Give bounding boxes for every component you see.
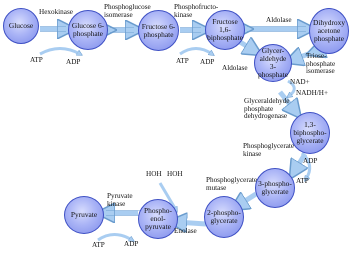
node-glucose-6-phosphate: Glucose 6- phosphate: [68, 10, 108, 50]
label-adp-4: ADP: [124, 240, 139, 248]
label-phosphoglycerate-kinase: Phosphoglycerate kinase: [243, 142, 295, 158]
node-dihydroxyacetone-phosphate: Dihydroxy acetone phosphate: [309, 8, 349, 54]
label-hexokinase: Hexokinase: [39, 8, 73, 16]
label-hoh-1: HOH: [146, 170, 162, 178]
label-glyceraldehyde-phosphate-dehydrogenase: Glyceraldehyde phosphate dehydrogenase: [244, 97, 290, 121]
label-phosphofructokinase: Phosphofructo- kinase: [174, 3, 219, 19]
node-phosphoenolpyruvate: Phospho- enol- pyruvate: [138, 199, 178, 239]
label-aldolase-mid: Aldolase: [222, 64, 248, 72]
label-adp-3: ADP: [303, 157, 318, 165]
label-triose-phosphate-isomerase: Triose- phosphate isomerase: [306, 52, 336, 76]
label-enolase: Enolase: [174, 227, 197, 235]
node-1-3-biphosphoglycerate: 1,3- biphospho- glycerate: [290, 112, 330, 154]
node-fructose-6-phosphate: Fructose 6- phosphate: [138, 10, 179, 51]
arrow-atp-adp-2: [180, 49, 212, 55]
label-hoh-2: HOH: [167, 170, 183, 178]
label-atp-1: ATP: [30, 56, 43, 64]
node-fructose-1-6-biphosphate: Fructose 1,6- biphosphate: [205, 10, 245, 50]
node-glucose: Glucose: [3, 8, 39, 44]
label-phosphoglycerate-mutase: Phosphoglycerate mutase: [206, 176, 258, 192]
label-nadh: NADH/H+: [296, 89, 329, 97]
label-aldolase-top: Aldolase: [266, 16, 292, 24]
arrow-2pg-to-pep: [176, 222, 206, 224]
label-phosphoglucose-isomerase: Phosphoglucose isomerase: [104, 3, 151, 19]
label-atp-2: ATP: [176, 57, 189, 65]
label-atp-3: ATP: [296, 177, 309, 185]
node-glyceraldehyde-3-phosphate: Glycer- aldehyde 3- phosphate: [254, 44, 292, 82]
label-adp-2: ADP: [200, 58, 215, 66]
node-3-phosphoglycerate: 3-phospho- glycerate: [255, 168, 295, 208]
arrow-atp-adp-1: [40, 49, 80, 55]
node-pyruvate: Pyruvate: [64, 196, 104, 234]
label-atp-4: ATP: [92, 241, 105, 249]
node-2-phosphoglycerate: 2-phospho- glycerate: [204, 196, 244, 238]
arrow-f16bp-to-g3p: [240, 42, 255, 51]
label-pyruvate-kinase: Pyruvate kinase: [107, 192, 133, 208]
label-adp-1: ADP: [66, 58, 81, 66]
label-nad: NAD+: [290, 78, 310, 86]
